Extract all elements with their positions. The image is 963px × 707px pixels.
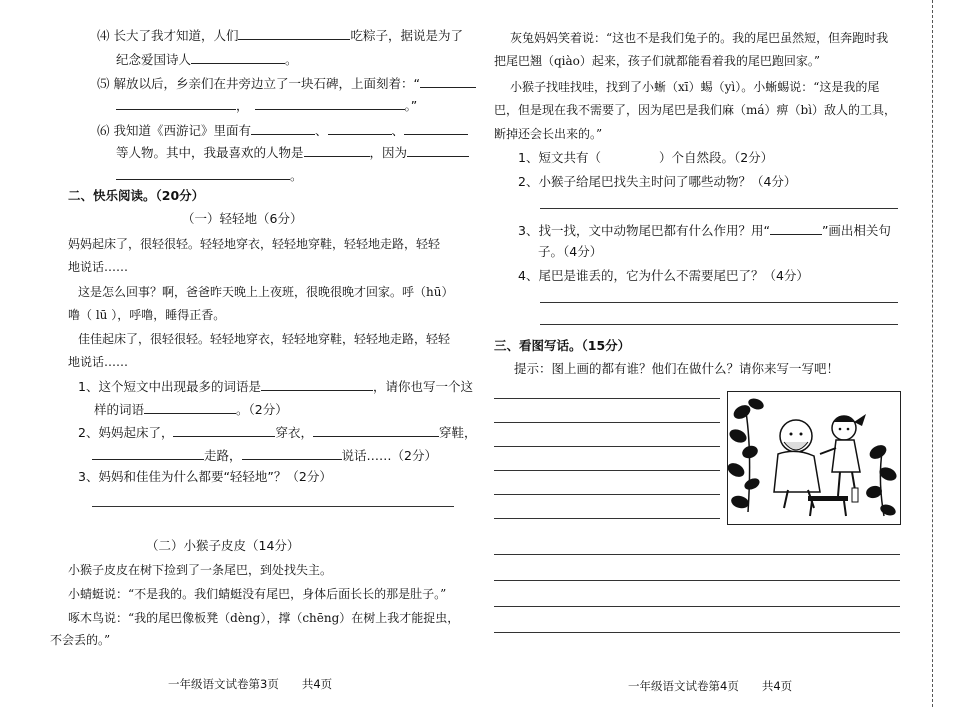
q4-text-b: 吃粽子，据说是为了 (350, 28, 463, 43)
question-6-line-3 (116, 166, 303, 184)
q5-blank-1[interactable] (420, 74, 476, 88)
passage-2-line-7: 小猴子找哇找哇，找到了小蜥（xī）蜴（yì）。小蜥蜴说：“这是我的尾 (510, 80, 880, 94)
r1q2-text-c: 穿鞋， (438, 425, 477, 440)
question-6-line-1 (97, 121, 468, 139)
answer-line[interactable] (92, 506, 454, 507)
answer-line[interactable] (540, 208, 898, 209)
q4-blank-1[interactable] (238, 26, 350, 40)
passage-1-line-5: 佳佳起床了，很轻很轻。轻轻地穿衣，轻轻地穿鞋，轻轻地走路，轻轻 (78, 332, 451, 346)
q4-text-a: ⑷ 长大了我才知道，人们 (97, 28, 239, 43)
r1q1-text-d: 。（2分） (236, 402, 288, 417)
reading-1-question-1-line-1 (78, 377, 473, 395)
passage-1-line-2: 地说话…… (68, 260, 129, 274)
r1q2-blank-1[interactable] (173, 423, 275, 437)
writing-picture (727, 391, 901, 525)
q4-text-d: 。 (285, 52, 298, 67)
writing-line[interactable] (494, 470, 720, 471)
r2q3-text-b: ”画出相关句 (821, 223, 891, 238)
question-4-line-2 (116, 50, 298, 68)
passage-1-title: （一）轻轻地（6分） (182, 211, 303, 226)
passage-2-line-1: 小猴子皮皮在树下捡到了一条尾巴，到处找失主。 (68, 563, 333, 577)
passage-2-line-6: 把尾巴翘（qiào）起来，孩子们就都能看着我的尾巴跑回家。” (494, 54, 821, 68)
q6-blank-6[interactable] (116, 166, 290, 180)
r1q2-blank-4[interactable] (242, 446, 342, 460)
r1q2-text-e: 说话……（2分） (341, 448, 437, 463)
reading-2-question-3-line-2: 子。（4分） (538, 244, 603, 259)
r1q2-text-d: 走路， (204, 448, 242, 463)
question-6-line-2 (116, 143, 469, 161)
answer-line[interactable] (540, 302, 898, 303)
section-2-heading: 二、快乐阅读。（20分） (68, 188, 205, 203)
q6-text-e: ，因为 (369, 145, 408, 160)
reading-2-question-4: 4、尾巴是谁丢的，它为什么不需要尾巴了？（4分） (518, 268, 809, 283)
q6-text-d: 等人物。其中，我最喜欢的人物是 (116, 145, 304, 160)
passage-2-line-5: 灰兔妈妈笑着说：“这也不是我们兔子的。我的尾巴虽然短，但奔跑时我 (510, 31, 889, 45)
writing-line[interactable] (494, 518, 720, 519)
q5-text-c: 。” (404, 98, 418, 113)
writing-line[interactable] (494, 422, 720, 423)
writing-line[interactable] (494, 580, 900, 581)
passage-2-line-9: 断掉还会长出来的。” (494, 127, 603, 141)
q6-text-f: 。 (290, 168, 303, 183)
section-3-heading: 三、看图写话。（15分） (494, 338, 631, 353)
q5-text-a: ⑸ 解放以后，乡亲们在井旁边立了一块石碑，上面刻着：“ (97, 76, 420, 91)
passage-2-line-2: 小蜻蜓说：“不是我的。我们蜻蜓没有尾巴，身体后面长长的那是肚子。” (68, 587, 447, 601)
reading-1-question-2-line-1 (78, 423, 477, 441)
q5-blank-3[interactable] (255, 96, 405, 110)
r1q1-text-b: ，请你也写一个这 (372, 379, 473, 394)
question-4-line-1 (97, 26, 463, 44)
writing-line[interactable] (494, 632, 900, 633)
answer-line[interactable] (540, 324, 898, 325)
r1q2-text-a: 2、妈妈起床了， (78, 425, 174, 440)
q5-blank-2[interactable] (116, 96, 236, 110)
writing-tip: 提示：图上画的都有谁？他们在做什么？请你来写一写吧！ (514, 361, 840, 376)
writing-line[interactable] (494, 398, 720, 399)
writing-line[interactable] (494, 494, 720, 495)
r1q2-blank-3[interactable] (92, 446, 204, 460)
r2q3-underline-sample (770, 221, 822, 235)
passage-2-line-8: 巴，但是现在我不需要了，因为尾巴是我们麻（má）痹（bì）敌人的工具， (494, 103, 897, 117)
r1q1-text-c: 样的词语 (94, 402, 145, 417)
reading-1-question-2-line-2 (92, 446, 437, 464)
q6-blank-3[interactable] (404, 121, 468, 135)
r1q1-blank-1[interactable] (261, 377, 373, 391)
passage-2-line-3: 啄木鸟说：“我的尾巴像板凳（dèng），撑（chēng）在树上我才能捉虫， (68, 611, 460, 625)
question-5-line-1 (97, 74, 476, 92)
passage-1-line-3: 这是怎么回事？啊，爸爸昨天晚上上夜班，很晚很晚才回家。呼（hū） (78, 285, 454, 299)
page-footer-right: 一年级语文试卷第4页 共4页 (628, 679, 793, 693)
q6-blank-4[interactable] (304, 143, 370, 157)
passage-1-line-6: 地说话…… (68, 355, 129, 369)
q6-blank-5[interactable] (407, 143, 469, 157)
passage-1-line-4: 噜（ lū ），呼噜，睡得正香。 (68, 308, 226, 322)
q6-text-c: 、 (391, 123, 405, 138)
r2q3-text-a: 3、找一找，文中动物尾巴都有什么作用？用“ (518, 223, 770, 238)
reading-1-question-3: 3、妈妈和佳佳为什么都要“轻轻地”？（2分） (78, 469, 332, 484)
reading-2-question-1 (518, 150, 773, 166)
q4-blank-2[interactable] (191, 50, 285, 64)
page-footer-left: 一年级语文试卷第3页 共4页 (168, 677, 333, 691)
q5-text-b: ， (236, 98, 249, 113)
r1q2-blank-2[interactable] (313, 423, 439, 437)
q6-blank-1[interactable] (251, 121, 315, 135)
grandpa-and-child-illustration (728, 392, 900, 524)
q4-text-c: 纪念爱国诗人 (116, 52, 192, 67)
r1q2-text-b: 穿衣， (275, 425, 313, 440)
passage-2-line-4: 不会丢的。” (50, 633, 111, 647)
writing-line[interactable] (494, 446, 720, 447)
q6-blank-2[interactable] (328, 121, 392, 135)
question-5-line-2 (116, 96, 417, 114)
writing-line[interactable] (494, 554, 900, 555)
r1q1-text-a: 1、这个短文中出现最多的词语是 (78, 379, 261, 394)
q6-text-a: ⑹ 我知道《西游记》里面有 (97, 123, 251, 138)
reading-1-question-1-line-2 (94, 400, 288, 418)
reading-2-question-2: 2、小猴子给尾巴找失主时问了哪些动物？（4分） (518, 174, 797, 189)
page-edge-divider (932, 0, 933, 707)
reading-2-question-3-line-1 (518, 221, 891, 239)
r2q1-text-b: ）个自然段。（2分） (658, 150, 774, 165)
q6-text-b: 、 (314, 123, 328, 138)
passage-2-title: （二）小猴子皮皮（14分） (146, 538, 300, 553)
r1q1-blank-2[interactable] (144, 400, 236, 414)
r2q1-text-a: 1、短文共有（ (518, 150, 601, 165)
passage-1-line-1: 妈妈起床了，很轻很轻。轻轻地穿衣，轻轻地穿鞋，轻轻地走路，轻轻 (68, 237, 441, 251)
writing-line[interactable] (494, 606, 900, 607)
